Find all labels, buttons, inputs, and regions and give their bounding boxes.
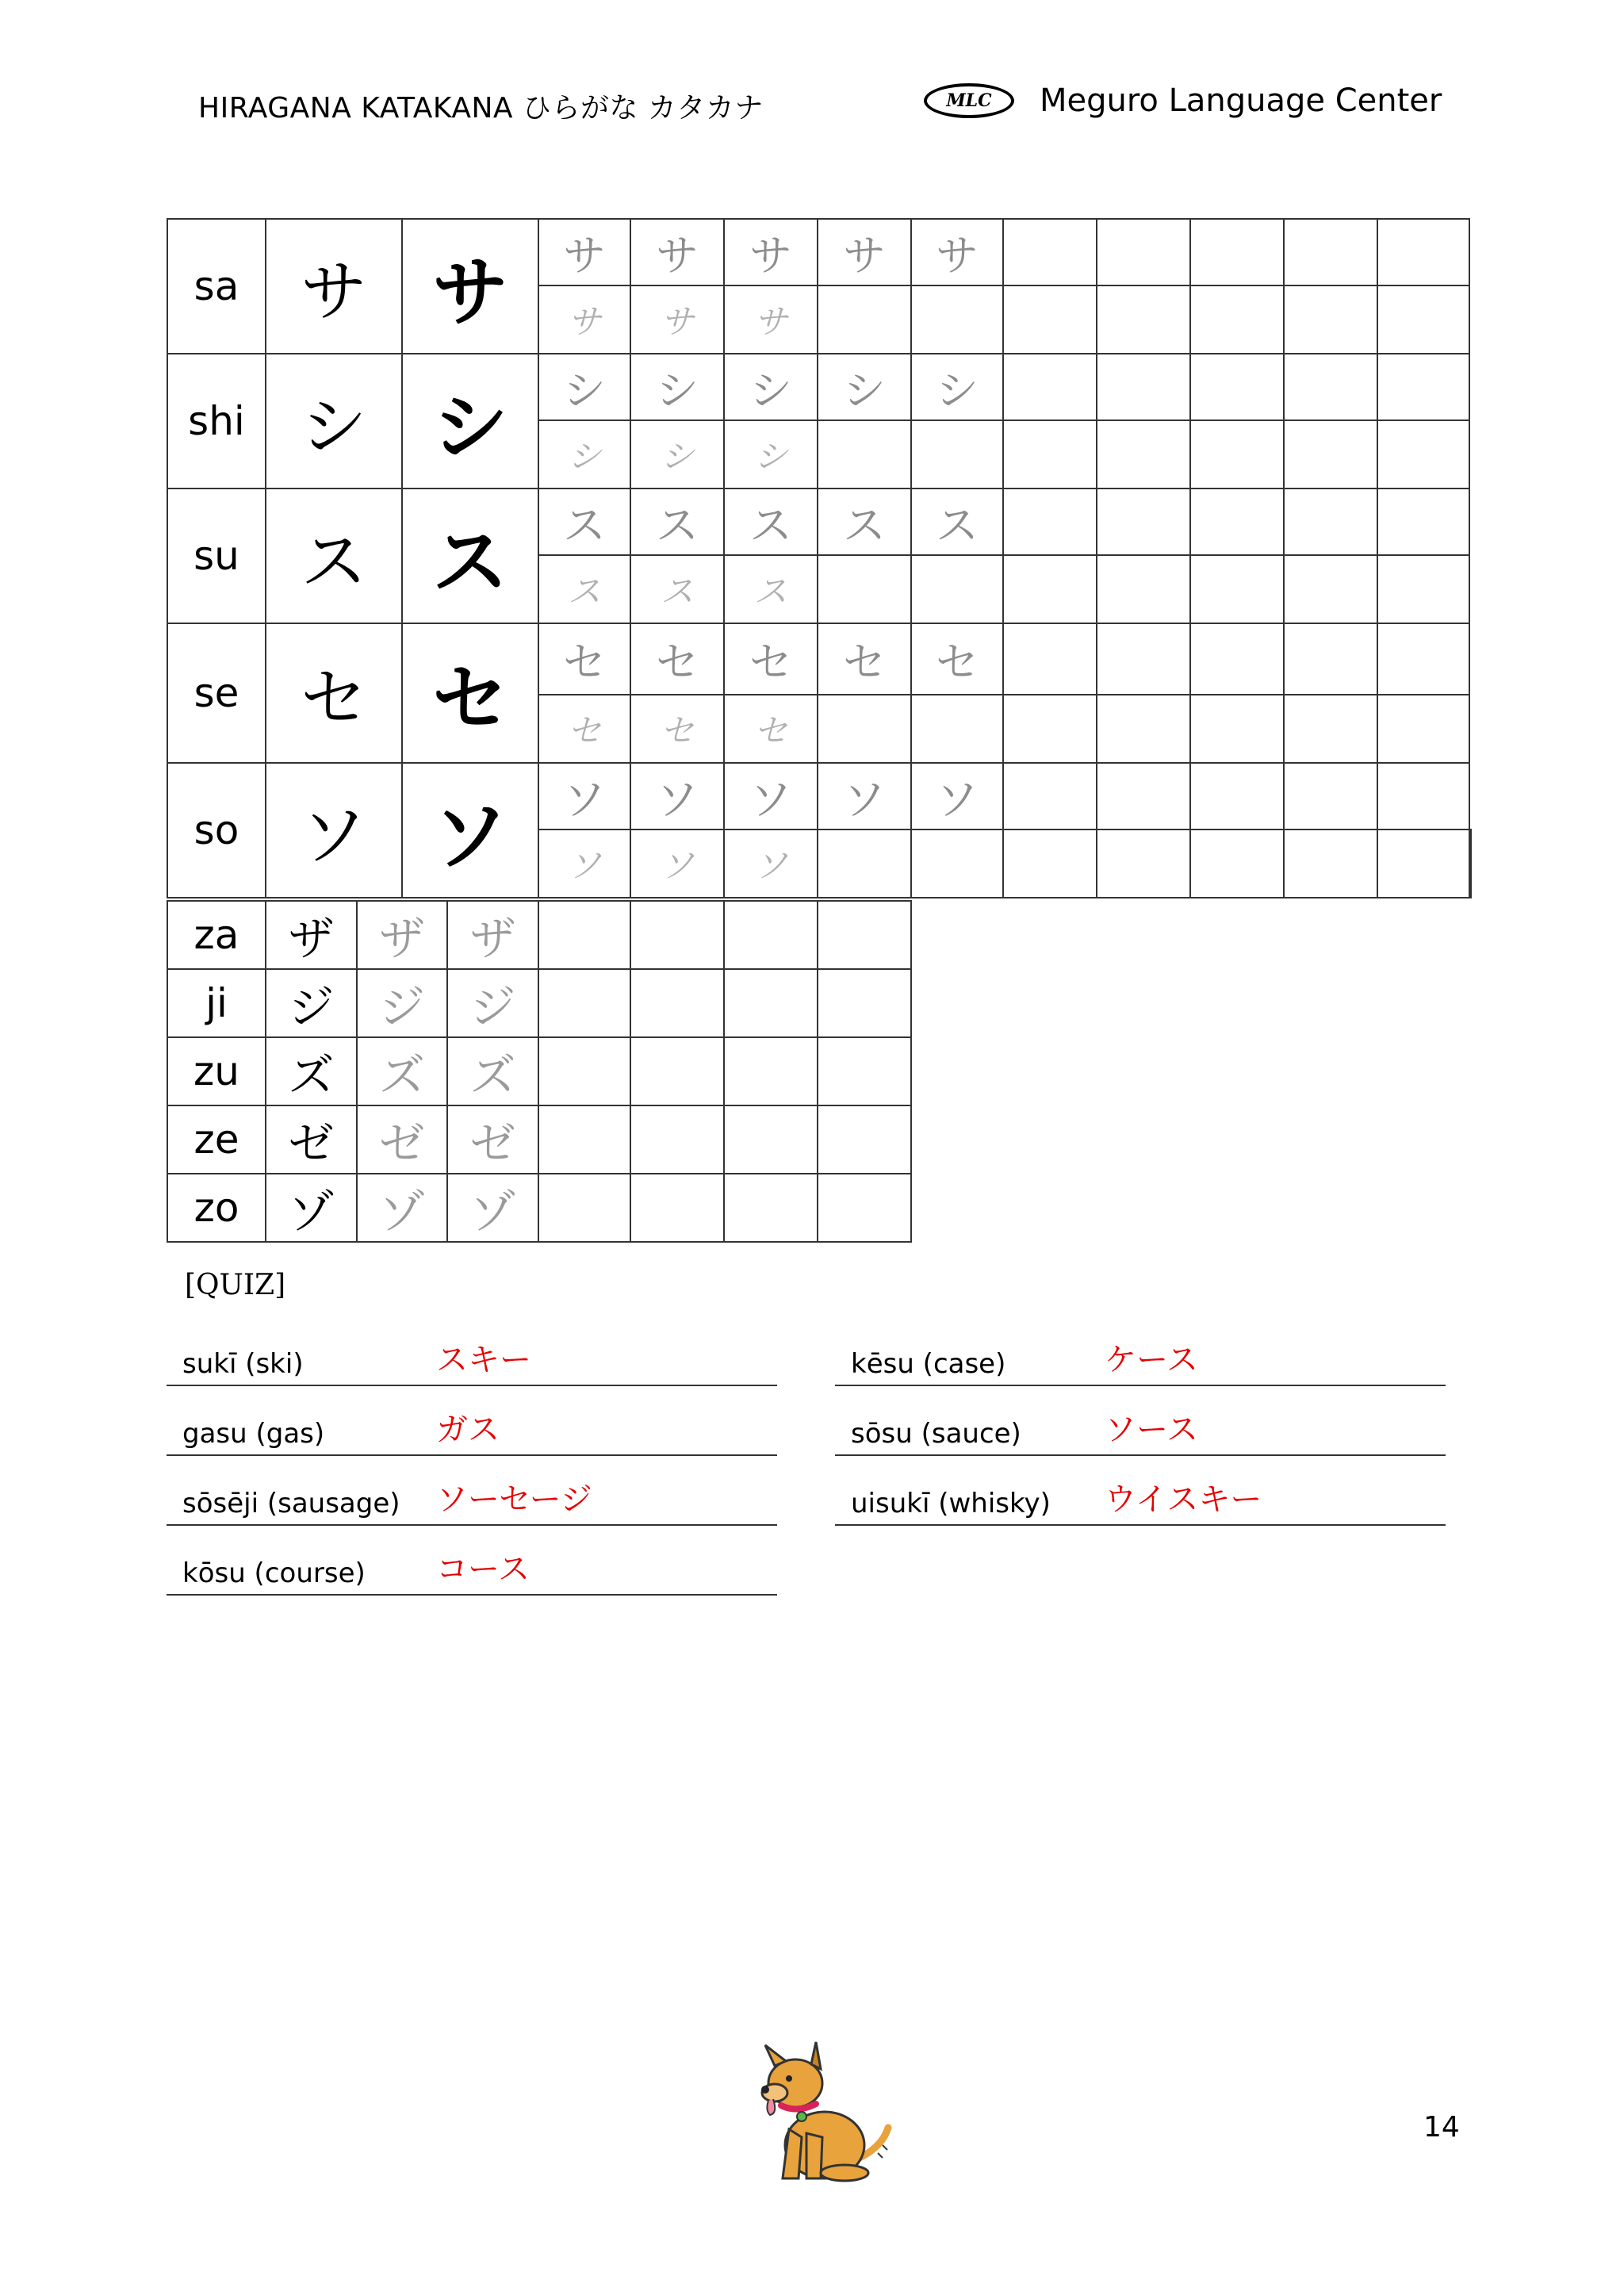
practice-cell[interactable]: [1377, 695, 1469, 763]
practice-cell[interactable]: [1284, 420, 1377, 489]
romaji-label: ze: [167, 1105, 266, 1174]
dog-illustration: [733, 2034, 900, 2185]
practice-cell[interactable]: [1003, 420, 1097, 489]
practice-cell[interactable]: [1469, 829, 1471, 898]
practice-cell[interactable]: [1097, 829, 1190, 898]
trace-char: ソ: [538, 763, 630, 829]
voiced-row-ji: [167, 969, 911, 1037]
stroke-order-char: ソ: [724, 829, 818, 898]
trace-char: ザ: [357, 901, 447, 969]
trace-char: セ: [538, 623, 630, 695]
practice-cell[interactable]: [818, 1105, 911, 1174]
header-brand: [924, 82, 1442, 119]
stroke-order-char: セ: [724, 695, 818, 763]
stroke-order-char: シ: [630, 420, 724, 489]
practice-cell[interactable]: [724, 1037, 818, 1105]
practice-cell[interactable]: [1284, 285, 1377, 354]
practice-cell[interactable]: [1003, 555, 1097, 623]
stroke-order-char: ス: [538, 555, 630, 623]
stroke-order-char: シ: [724, 420, 818, 489]
quiz-item: [835, 1480, 1446, 1526]
practice-cell[interactable]: [1003, 623, 1097, 695]
quiz-question: kōsu (course): [182, 1557, 366, 1589]
practice-cell[interactable]: [1003, 285, 1097, 354]
model-char-bold: サ: [402, 219, 538, 354]
quiz-answer: ケース: [1105, 1342, 1198, 1378]
practice-cell[interactable]: [1377, 555, 1469, 623]
practice-cell[interactable]: [818, 695, 911, 763]
practice-cell[interactable]: [538, 1037, 630, 1105]
practice-cell[interactable]: [1097, 285, 1190, 354]
practice-cell[interactable]: [724, 901, 818, 969]
practice-cell[interactable]: [1097, 623, 1190, 695]
trace-char: ザ: [447, 901, 538, 969]
romaji-label: sa: [167, 219, 266, 354]
practice-cell[interactable]: [1284, 354, 1377, 420]
practice-cell[interactable]: [818, 285, 911, 354]
trace-char: ソ: [630, 763, 724, 829]
practice-cell[interactable]: [1097, 489, 1190, 555]
trace-char: シ: [911, 354, 1003, 420]
trace-char: ソ: [724, 763, 818, 829]
model-char-bold: シ: [402, 354, 538, 489]
stroke-order-char: セ: [538, 695, 630, 763]
practice-cell[interactable]: [724, 969, 818, 1037]
stroke-order-char: ス: [724, 555, 818, 623]
practice-cell[interactable]: [1003, 763, 1097, 829]
practice-cell[interactable]: [1190, 219, 1284, 285]
practice-row-so: [167, 763, 1471, 829]
practice-cell[interactable]: [1284, 623, 1377, 695]
practice-cell[interactable]: [1377, 219, 1469, 285]
quiz-item: [167, 1410, 777, 1456]
practice-cell[interactable]: [1003, 354, 1097, 420]
trace-char: サ: [538, 219, 630, 285]
practice-cell[interactable]: [630, 1037, 724, 1105]
trace-char: ゼ: [357, 1105, 447, 1174]
model-char: ゾ: [266, 1174, 357, 1242]
romaji-label: su: [167, 489, 266, 623]
trace-char: ズ: [357, 1037, 447, 1105]
model-char-bold: ソ: [402, 763, 538, 898]
trace-char: シ: [630, 354, 724, 420]
stroke-order-char: サ: [538, 285, 630, 354]
quiz-item: [167, 1480, 777, 1526]
model-char-regular: ス: [266, 489, 402, 623]
quiz-question: uisukī (whisky): [851, 1488, 1051, 1519]
trace-char: シ: [538, 354, 630, 420]
romaji-label: ji: [167, 969, 266, 1037]
practice-cell[interactable]: [1097, 219, 1190, 285]
trace-char: サ: [724, 219, 818, 285]
stroke-order-char: サ: [630, 285, 724, 354]
practice-cell[interactable]: [1003, 829, 1097, 898]
romaji-label: zo: [167, 1174, 266, 1242]
quiz-question: sukī (ski): [182, 1348, 304, 1380]
voiced-katakana-grid: [167, 900, 912, 1243]
trace-char: シ: [818, 354, 911, 420]
trace-char: セ: [630, 623, 724, 695]
practice-cell[interactable]: [630, 1174, 724, 1242]
trace-char: セ: [724, 623, 818, 695]
model-char-bold: ス: [402, 489, 538, 623]
practice-cell[interactable]: [1190, 420, 1284, 489]
model-char-regular: サ: [266, 219, 402, 354]
quiz-answer: コース: [436, 1551, 530, 1588]
organization-name: Meguro Language Center: [1040, 82, 1442, 119]
practice-cell[interactable]: [911, 695, 1003, 763]
practice-cell[interactable]: [1284, 695, 1377, 763]
model-char: ジ: [266, 969, 357, 1037]
trace-char: ゼ: [447, 1105, 538, 1174]
practice-cell[interactable]: [818, 1037, 911, 1105]
practice-cell[interactable]: [911, 420, 1003, 489]
practice-cell[interactable]: [538, 901, 630, 969]
practice-cell[interactable]: [538, 1105, 630, 1174]
page-header-title: HIRAGANA KATAKANA ひらがな カタカナ: [198, 92, 764, 125]
practice-cell[interactable]: [1284, 555, 1377, 623]
practice-cell[interactable]: [818, 901, 911, 969]
stroke-order-char: ソ: [630, 829, 724, 898]
practice-cell[interactable]: [1097, 555, 1190, 623]
romaji-label: so: [167, 763, 266, 898]
practice-cell[interactable]: [724, 1105, 818, 1174]
stroke-order-char: ス: [630, 555, 724, 623]
trace-char: ス: [818, 489, 911, 555]
model-char-regular: ソ: [266, 763, 402, 898]
trace-char: セ: [911, 623, 1003, 695]
quiz-answer: スキー: [436, 1342, 531, 1378]
practice-cell[interactable]: [1097, 763, 1190, 829]
practice-row-shi: [167, 354, 1471, 420]
quiz-question: sōsēji (sausage): [182, 1488, 400, 1519]
trace-char: サ: [818, 219, 911, 285]
practice-cell[interactable]: [1190, 695, 1284, 763]
voiced-row-zu: [167, 1037, 911, 1105]
quiz-item: [835, 1410, 1446, 1456]
practice-cell[interactable]: [724, 1174, 818, 1242]
practice-cell[interactable]: [1377, 285, 1469, 354]
practice-cell[interactable]: [1284, 829, 1377, 898]
quiz-question: gasu (gas): [182, 1418, 325, 1450]
trace-char: ソ: [818, 763, 911, 829]
trace-char: ス: [630, 489, 724, 555]
voiced-row-zo: [167, 1174, 911, 1242]
romaji-label: se: [167, 623, 266, 763]
trace-char: サ: [630, 219, 724, 285]
practice-cell[interactable]: [1284, 489, 1377, 555]
model-char: ザ: [266, 901, 357, 969]
model-char: ゼ: [266, 1105, 357, 1174]
practice-cell[interactable]: [818, 969, 911, 1037]
practice-cell[interactable]: [818, 555, 911, 623]
practice-row-se: [167, 623, 1471, 695]
practice-cell[interactable]: [1190, 489, 1284, 555]
quiz-item: [167, 1550, 777, 1596]
quiz-answer: ガス: [436, 1412, 500, 1448]
practice-cell[interactable]: [1377, 420, 1469, 489]
voiced-row-za: [167, 901, 911, 969]
trace-char: ジ: [357, 969, 447, 1037]
stroke-order-char: サ: [724, 285, 818, 354]
practice-cell[interactable]: [1377, 763, 1469, 829]
practice-row-sa: [167, 219, 1471, 285]
voiced-row-ze: [167, 1105, 911, 1174]
page-number: 14: [1423, 2111, 1460, 2144]
practice-cell[interactable]: [538, 1174, 630, 1242]
practice-cell[interactable]: [911, 285, 1003, 354]
practice-cell[interactable]: [1190, 285, 1284, 354]
quiz-answer: ウイスキー: [1105, 1481, 1262, 1518]
trace-char: ス: [911, 489, 1003, 555]
practice-cell[interactable]: [1284, 219, 1377, 285]
practice-cell[interactable]: [1284, 763, 1377, 829]
practice-cell[interactable]: [1377, 489, 1469, 555]
practice-cell[interactable]: [1190, 829, 1284, 898]
practice-cell[interactable]: [1377, 623, 1469, 695]
practice-row-su: [167, 489, 1471, 555]
practice-cell[interactable]: [1097, 420, 1190, 489]
practice-cell[interactable]: [911, 555, 1003, 623]
practice-cell[interactable]: [630, 969, 724, 1037]
trace-char: ス: [538, 489, 630, 555]
stroke-order-char: ソ: [538, 829, 630, 898]
practice-cell[interactable]: [630, 901, 724, 969]
quiz-answer: ソーセージ: [436, 1481, 592, 1518]
trace-char: ジ: [447, 969, 538, 1037]
romaji-label: za: [167, 901, 266, 969]
romaji-label: shi: [167, 354, 266, 489]
practice-cell[interactable]: [1097, 354, 1190, 420]
trace-char: ズ: [447, 1037, 538, 1105]
quiz-title: [QUIZ]: [185, 1269, 286, 1301]
practice-cell[interactable]: [818, 829, 911, 898]
model-char: ズ: [266, 1037, 357, 1105]
practice-cell[interactable]: [911, 829, 1003, 898]
practice-cell[interactable]: [1377, 829, 1469, 898]
practice-cell[interactable]: [1190, 555, 1284, 623]
trace-char: ソ: [911, 763, 1003, 829]
practice-cell[interactable]: [1003, 489, 1097, 555]
practice-cell[interactable]: [1097, 695, 1190, 763]
quiz-item: [835, 1340, 1446, 1386]
mlc-logo: MLC: [924, 83, 1014, 118]
trace-char: ス: [724, 489, 818, 555]
practice-cell[interactable]: [1190, 354, 1284, 420]
romaji-label: zu: [167, 1037, 266, 1105]
trace-char: セ: [818, 623, 911, 695]
practice-cell[interactable]: [1377, 354, 1469, 420]
quiz-answer: ソース: [1105, 1412, 1198, 1448]
practice-cell[interactable]: [1190, 763, 1284, 829]
katakana-practice-grid: [167, 218, 1472, 898]
practice-cell[interactable]: [1003, 695, 1097, 763]
practice-cell[interactable]: [1190, 623, 1284, 695]
practice-cell[interactable]: [1003, 219, 1097, 285]
model-char-bold: セ: [402, 623, 538, 763]
practice-cell[interactable]: [818, 1174, 911, 1242]
model-char-regular: シ: [266, 354, 402, 489]
trace-char: サ: [911, 219, 1003, 285]
practice-cell[interactable]: [818, 420, 911, 489]
practice-cell[interactable]: [630, 1105, 724, 1174]
trace-char: ゾ: [357, 1174, 447, 1242]
quiz-item: [167, 1340, 777, 1386]
stroke-order-char: シ: [538, 420, 630, 489]
practice-cell[interactable]: [538, 969, 630, 1037]
quiz-question: sōsu (sauce): [851, 1418, 1021, 1450]
model-char-regular: セ: [266, 623, 402, 763]
quiz-question: kēsu (case): [851, 1348, 1006, 1380]
trace-char: シ: [724, 354, 818, 420]
trace-char: ゾ: [447, 1174, 538, 1242]
stroke-order-char: セ: [630, 695, 724, 763]
